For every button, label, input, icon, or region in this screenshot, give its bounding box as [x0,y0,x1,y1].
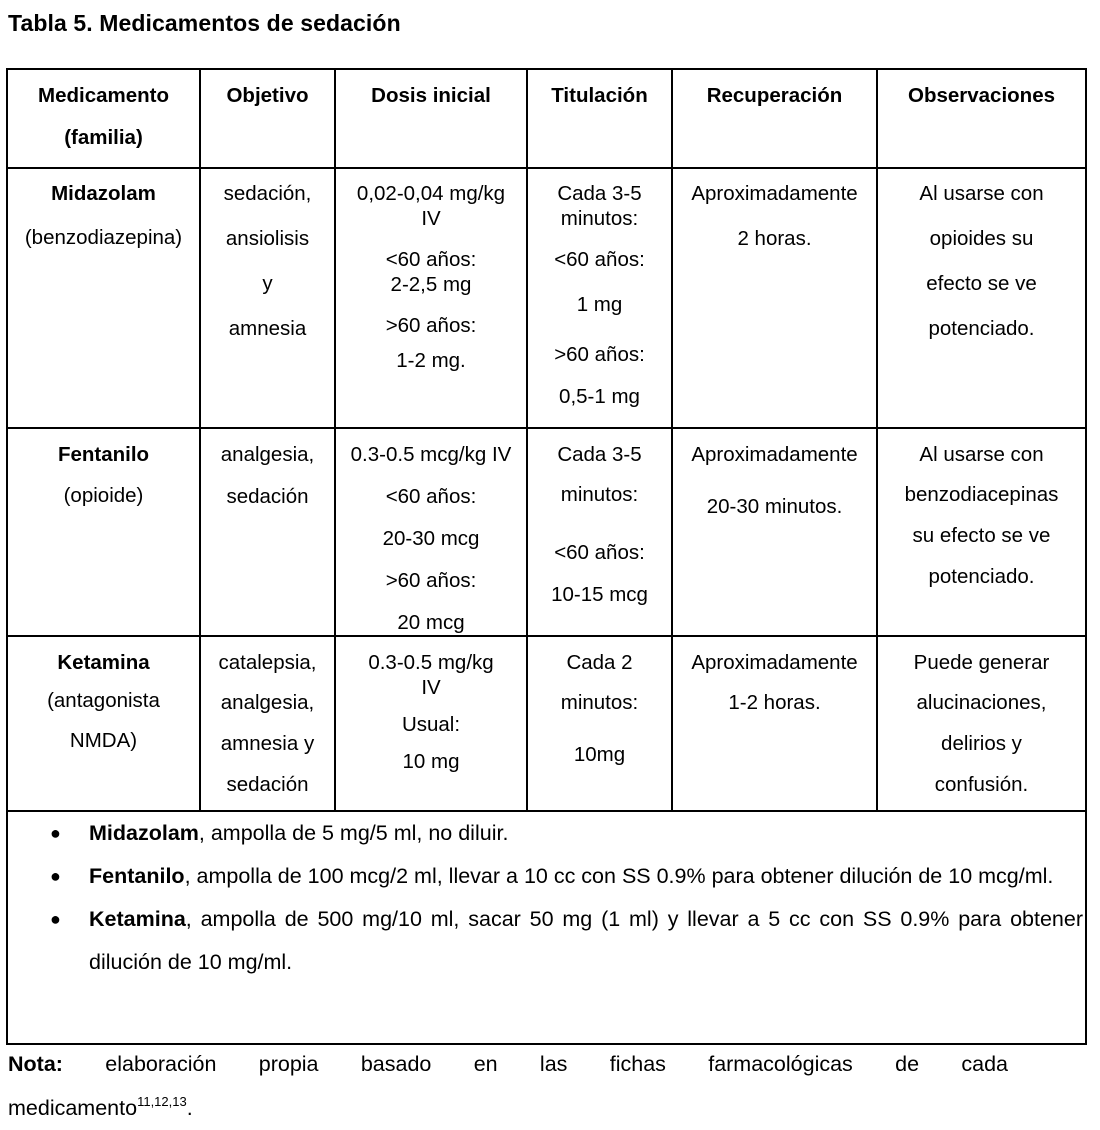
header-label: Medicamento [38,84,169,107]
drug-family: (benzodiazepina) [24,226,183,249]
list-item [10,898,1083,984]
cell-line: alucinaciones, [916,691,1047,714]
cell-dosis [335,168,527,428]
header-label: Objetivo [226,84,309,107]
cell-line: Puede generar [913,651,1050,674]
cell-line: IV [421,676,441,699]
header-medicamento [7,69,200,168]
footnote [8,1042,1008,1130]
cell-objetivo [200,168,335,428]
footnote-references: 11,12,13 [137,1094,187,1109]
bullet-icon: ● [50,909,61,929]
table-row [7,168,1086,428]
cell-objetivo [200,428,335,636]
header-observaciones [877,69,1086,168]
cell-line: minutos: [560,207,639,230]
drug-name: Fentanilo [57,443,150,466]
preparation-list [10,812,1083,984]
cell-line: 1 mg [576,293,623,316]
drug-name: Fentanilo [89,864,185,888]
cell-line: 20 mcg [397,611,465,634]
bullet-icon: ● [50,823,61,843]
cell-line: efecto se ve [926,272,1037,295]
cell-line: 1-2 horas. [728,691,821,714]
preparation-row [7,811,1086,1044]
header-sublabel: (familia) [64,126,143,149]
cell-line: sedación [226,773,309,796]
cell-line: Usual: [401,713,461,736]
cell-medicamento [7,636,200,811]
cell-line: Cada 2 [566,651,633,674]
cell-line: >60 años: [385,569,477,592]
cell-line: 10mg [573,743,626,766]
cell-line: 2-2,5 mg [390,273,472,296]
cell-observaciones [877,636,1086,811]
footnote-text-cont: medicamento [8,1096,138,1120]
header-label: Recuperación [706,84,843,107]
cell-observaciones [877,428,1086,636]
cell-recuperacion [672,636,877,811]
cell-line: confusión. [934,773,1029,796]
cell-line: 0,5-1 mg [559,385,640,408]
cell-observaciones [877,168,1086,428]
cell-titulacion [527,428,672,636]
cell-line: ansiolisis [225,227,310,250]
cell-line: >60 años: [554,343,645,366]
cell-line: <60 años: [554,248,645,271]
cell-line: benzodiacepinas [904,483,1059,506]
table-row [7,636,1086,811]
cell-medicamento [7,168,200,428]
cell-line: analgesia, [220,691,315,714]
drug-family: NMDA) [69,729,138,752]
preparation-text: , ampolla de 100 mcg/2 ml, llevar a 10 cc con SS 0.9% para obtener dilución de 10 mcg/ml. [184,864,1054,888]
list-item [10,855,1083,898]
header-label: Dosis inicial [371,84,491,107]
cell-line: analgesia, [220,443,315,466]
preparation-text: , ampolla de 5 mg/5 ml, no diluir. [198,821,509,845]
drug-name: Midazolam [51,182,156,205]
preparation-text: , ampolla de 500 mg/10 ml, sacar 50 mg (1 ml) y llevar a 5 cc con SS 0.9% para obtener dilución de 10 mg/ml. [89,907,1083,974]
cell-line: amnesia [228,317,307,340]
cell-line: amnesia y [220,732,315,755]
cell-line: su efecto se ve [912,524,1051,547]
cell-line: potenciado. [928,565,1035,588]
table-title: Tabla 5. Medicamentos de sedación [8,10,401,36]
cell-line: IV [421,207,441,230]
drug-name: Midazolam [89,821,199,845]
bullet-icon: ● [50,866,61,886]
header-recuperacion [672,69,877,168]
drug-family: (antagonista [47,689,160,712]
cell-line: 2 horas. [737,227,812,250]
drug-family: (opioide) [63,484,144,507]
cell-line: 20-30 mcg [382,527,480,550]
cell-line: 20-30 minutos. [706,495,843,518]
footnote-line [8,1042,1008,1086]
sedation-table [6,68,1087,1045]
cell-line: Cada 3-5 [557,182,642,205]
cell-line: <60 años: [554,541,645,564]
cell-titulacion [527,168,672,428]
drug-name: Ketamina [57,651,150,674]
cell-line: catalepsia, [218,651,317,674]
cell-line: 0.3-0.5 mg/kg [368,651,494,674]
cell-line: potenciado. [928,317,1035,340]
header-row [7,69,1086,168]
cell-titulacion [527,636,672,811]
cell-recuperacion [672,168,877,428]
footnote-end: . [186,1096,193,1120]
cell-dosis [335,636,527,811]
header-titulacion [527,69,672,168]
cell-line: delirios y [941,732,1022,755]
cell-line: Al usarse con [919,182,1044,205]
cell-line: Aproximadamente [691,651,858,674]
header-label: Observaciones [908,84,1055,107]
cell-line: >60 años: [385,314,477,337]
footnote-label: Nota: [8,1052,63,1076]
cell-line: <60 años: [385,248,477,271]
cell-line: 10 mg [402,750,460,773]
cell-medicamento [7,428,200,636]
cell-line: 10-15 mcg [551,583,648,606]
cell-line: minutos: [560,483,639,506]
header-dosis-inicial [335,69,527,168]
cell-line: Aproximadamente [691,182,858,205]
cell-line: opioides su [929,227,1034,250]
preparation-notes [7,811,1086,1044]
cell-line: sedación [226,485,309,508]
drug-name: Ketamina [89,907,186,931]
cell-dosis [335,428,527,636]
cell-line: Cada 3-5 [557,443,642,466]
cell-line: minutos: [560,691,639,714]
cell-line: sedación, [223,182,312,205]
list-item [10,812,1083,855]
cell-objetivo [200,636,335,811]
header-objetivo [200,69,335,168]
cell-line: Al usarse con [919,443,1044,466]
cell-line: <60 años: [385,485,477,508]
cell-line: 0.3-0.5 mcg/kg IV [350,443,512,466]
header-label: Titulación [551,84,648,107]
cell-line: y [262,272,273,295]
cell-recuperacion [672,428,877,636]
cell-line: Aproximadamente [691,443,858,466]
cell-line: 0,02-0,04 mg/kg [356,182,506,205]
cell-line: 1-2 mg. [396,349,466,372]
footnote-text: elaboración propia basado en las fichas farmacológicas de cada [105,1052,1008,1076]
table-row [7,428,1086,636]
